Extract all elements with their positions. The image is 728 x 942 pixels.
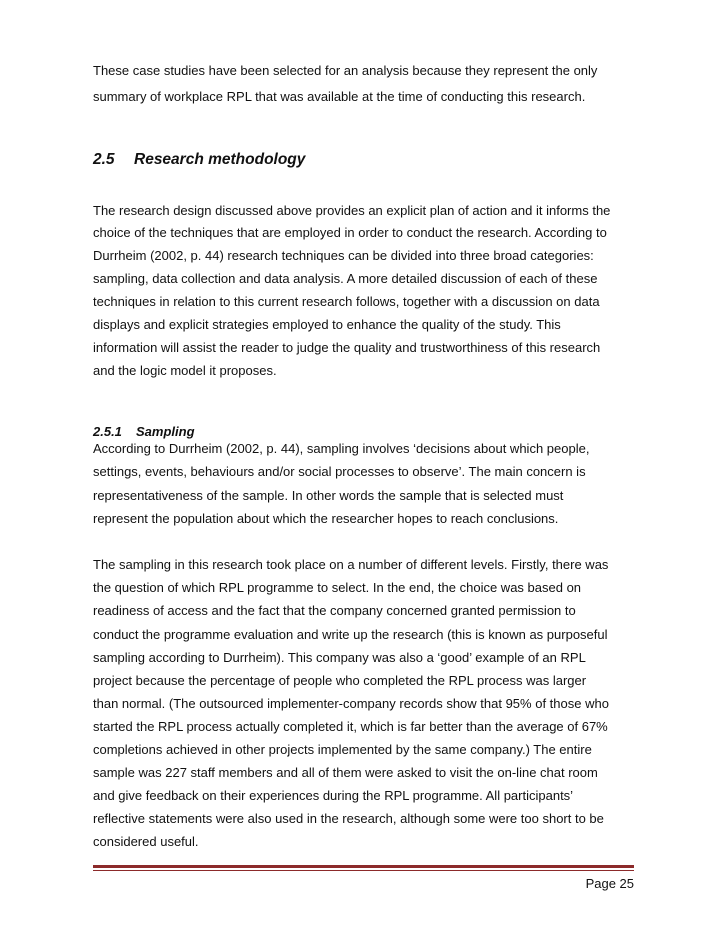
page-number: Page 25: [585, 876, 634, 891]
sampling-para2-line-8: started the RPL process actually completed it, which is far better than the average of 67%: [93, 719, 608, 734]
sampling-para1-line-4: represent the population about which the researcher hopes to reach conclusions.: [93, 511, 559, 526]
intro-line-1: These case studies have been selected for an analysis because they represent the only: [93, 63, 598, 78]
subsection-title: Sampling: [136, 424, 195, 439]
sampling-para1-line-3: representativeness of the sample. In other words the sample that is selected must: [93, 488, 564, 503]
sampling-para2-line-13: considered useful.: [93, 834, 199, 849]
sampling-para1-line-2: settings, events, behaviours and/or social processes to observe’. The main concern is: [93, 464, 586, 479]
sampling-para2-line-11: and give feedback on their experiences during the RPL programme. All participants’: [93, 788, 574, 803]
sampling-para2-line-4: conduct the programme evaluation and write up the research (this is known as purposeful: [93, 627, 608, 642]
sampling-para2-line-1: The sampling in this research took place on a number of different levels. Firstly, there was: [93, 557, 609, 572]
sampling-para2-line-10: sample was 227 staff members and all of them were asked to visit the on-line chat room: [93, 765, 598, 780]
subsection-number: 2.5.1: [93, 424, 122, 439]
sampling-para2-line-12: reflective statements were also used in the research, although some were too short to be: [93, 811, 604, 826]
sampling-para1-line-1: According to Durrheim (2002, p. 44), sampling involves ‘decisions about which people,: [93, 441, 590, 456]
section-para-line-2: choice of the techniques that are employed in order to conduct the research. According to: [93, 225, 607, 240]
section-para-line-5: techniques in relation to this current research follows, together with a discussion on data: [93, 294, 600, 309]
section-para-line-1: The research design discussed above provides an explicit plan of action and it informs the: [93, 203, 611, 218]
sampling-para2-line-5: sampling according to Durrheim). This company was also a ‘good’ example of an RPL: [93, 650, 586, 665]
footer-rule-thick: [93, 865, 634, 868]
section-para-line-4: sampling, data collection and data analysis. A more detailed discussion of each of these: [93, 271, 598, 286]
intro-line-2: summary of workplace RPL that was available at the time of conducting this research.: [93, 89, 586, 104]
sampling-para2-line-3: readiness of access and the fact that the company concerned granted permission to: [93, 603, 576, 618]
section-title: Research methodology: [134, 151, 306, 168]
section-para-line-7: information will assist the reader to judge the quality and trustworthiness of this research: [93, 340, 601, 355]
section-para-line-6: displays and explicit strategies employed to enhance the quality of the study. This: [93, 317, 561, 332]
sampling-para2-line-7: than normal. (The outsourced implementer-company records show that 95% of those who: [93, 696, 609, 711]
section-para-line-3: Durrheim (2002, p. 44) research techniques can be divided into three broad categories:: [93, 248, 594, 263]
subsection-heading: [93, 424, 195, 439]
section-heading: [93, 151, 305, 169]
sampling-para2-line-6: project because the percentage of people who completed the RPL process was larger: [93, 673, 587, 688]
section-number: 2.5: [93, 151, 115, 168]
section-para-line-8: and the logic model it proposes.: [93, 363, 277, 378]
sampling-para2-line-2: the question of which RPL programme to select. In the end, the choice was based on: [93, 580, 582, 595]
footer-rule-thin: [93, 870, 634, 871]
sampling-para2-line-9: completions achieved in other projects implemented by the same company.) The entire: [93, 742, 592, 757]
